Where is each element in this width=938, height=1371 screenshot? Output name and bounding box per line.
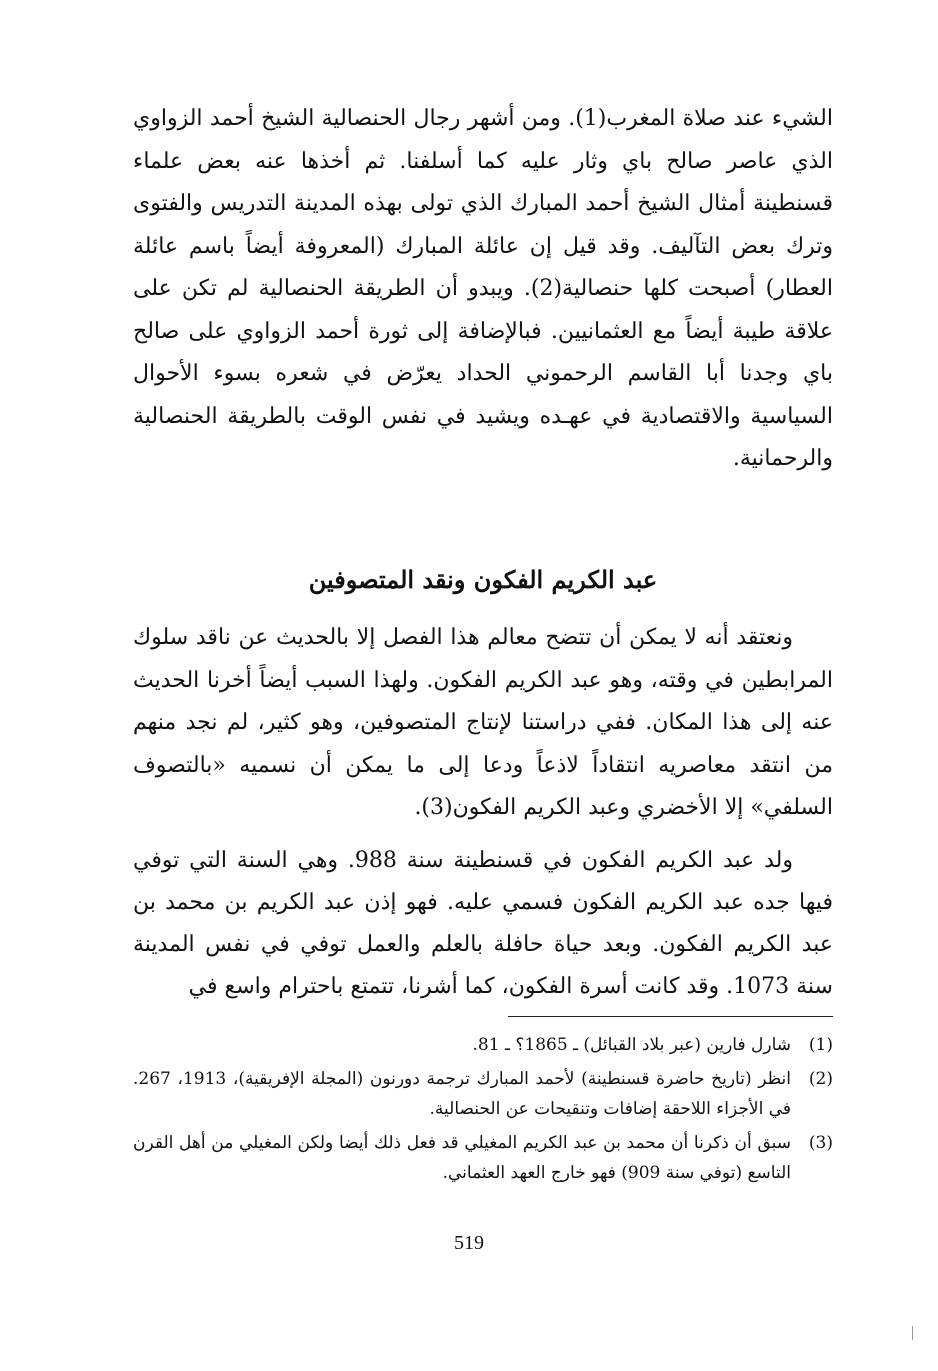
footnote-text: انظر (تاريخ حاضرة قسنطينة) لأحمد المبارك ترجمة دورنون (المجلة الإفريقية)، 1913، 267. في الأجزاء اللاحقة إضافات وتنقيحات عن الحنصالية. — [133, 1069, 792, 1119]
footnote-item — [133, 1030, 833, 1060]
paragraph-intro — [133, 617, 833, 830]
footnote-divider — [508, 1016, 833, 1017]
scan-edge-mark — [912, 1326, 913, 1340]
footnote-text: شارل فارين (عبر بلاد القبائل) ـ 1865؟ ـ 81. — [472, 1035, 791, 1055]
page-number: 519 — [454, 1232, 484, 1254]
footnote-number: (3) — [808, 1133, 833, 1153]
footnote-number: (2) — [808, 1069, 833, 1089]
footnotes-section — [133, 1030, 833, 1192]
footnote-text: سبق أن ذكرنا أن محمد بن عبد الكريم المغيلي قد فعل ذلك أيضا ولكن المغيلي من أهل القرن التاسع (توفي سنة 909) فهو خارج العهد العثماني. — [133, 1133, 791, 1183]
section-heading: عبد الكريم الفكون ونقد المتصوفين — [308, 565, 658, 594]
paragraph-text: ولد عبد الكريم الفكون في قسنطينة سنة 988. وهي السنة التي توفي فيها جده عبد الكريم الفكون فسمي عليه. فهو إذن عبد الكريم بن محمد بن عبد الكريم الفكون. وبعد حياة حافلة بالعلم والعمل توفي في نفس المدينة سنة 1073. وقد كانت أسرة الفكون، كما أشرنا، تتمتع باحترام واسع في — [133, 848, 833, 999]
paragraph-continued — [133, 98, 833, 481]
footnote-item — [133, 1064, 833, 1124]
paragraph-text: الشيء عند صلاة المغرب(1). ومن أشهر رجال الحنصالية الشيخ أحمد الزواوي الذي عاصر صالح باي وثار عليه كما أسلفنا. ثم أخذها عنه بعض علماء قسنطينة أمثال الشيخ أحمد المبارك الذي تولى بهذه المدينة التدريس والفتوى وترك بعض التآليف. وقد قيل إن عائلة المبارك (المعروفة أيضاً باسم عائلة العطار) أصبحت كلها حنصالية(2). ويبدو أن الطريقة الحنصالية لم تكن على علاقة طيبة أيضاً مع العثمانيين. فبالإضافة إلى ثورة أحمد الزواوي على صالح باي وجدنا أبا القاسم الرحموني الحداد يعرّض في شعره بسوء الأحوال السياسية والاقتصادية في عهـده ويشيد في نفس الوقت بالطريقة الحنصالية والرحمانية. — [133, 106, 833, 471]
paragraph-text: ونعتقد أنه لا يمكن أن تتضح معالم هذا الفصل إلا بالحديث عن ناقد سلوك المرابطين في وقته، وهو عبد الكريم الفكون. ولهذا السبب أيضاً أخرنا الحديث عنه إلى هذا المكان. ففي دراستنا لإنتاج المتصوفين، وهو كثير، لم نجد منهم من انتقد معاصريه انتقاداً لاذعاً ودعا إلى ما يمكن أن نسميه «بالتصوف السلفي» إلا الأخضري وعبد الكريم الفكون(3). — [133, 625, 833, 820]
footnote-item — [133, 1128, 833, 1188]
paragraph-biography — [133, 840, 833, 1008]
footnote-number: (1) — [808, 1035, 833, 1055]
